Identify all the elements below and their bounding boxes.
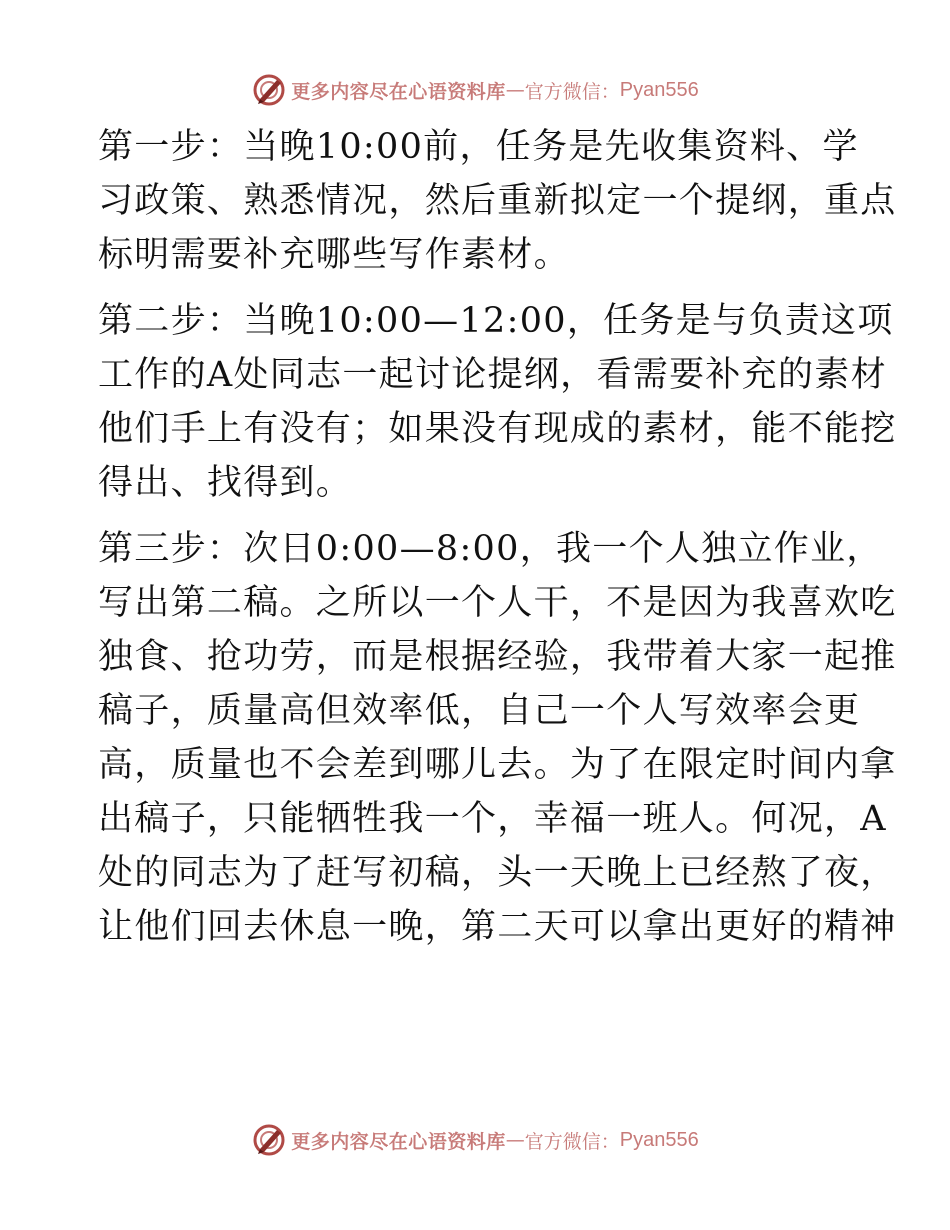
watermark-wechat-id: Pyan556 [619,1128,699,1151]
text-line: 独食、抢功劳，而是根据经验，我带着大家一起推 [98,637,897,677]
watermark-wechat-id: Pyan556 [619,78,699,101]
watermark-wechat-label: 官方微信： [524,80,620,103]
text-line: 第三步：次日0:00—8:00，我一个人独立作业， [98,529,883,569]
document-body [98,120,897,966]
text-line: 写出第二稿。之所以一个人干，不是因为我喜欢吃 [98,583,897,623]
text-line: 标明需要补充哪些写作素材。 [98,235,570,275]
pen-logo-icon [251,1122,287,1158]
text-line: 出稿子，只能牺牲我一个，幸福一班人。何况，A [98,799,887,839]
text-line: 得出、找得到。 [98,463,353,503]
text-line: 第一步：当晚10:00前，任务是先收集资料、学 [98,127,859,167]
footer-watermark [0,1120,950,1160]
text-line: 处的同志为了赶写初稿，头一天晚上已经熬了夜， [98,853,897,893]
paragraph-step-1 [98,120,897,282]
text-line: 他们手上有没有；如果没有现成的素材，能不能挖 [98,409,897,449]
text-line: 让他们回去休息一晚，第二天可以拿出更好的精神 [98,907,897,947]
pen-logo-icon [251,72,287,108]
watermark-separator: — [505,79,525,101]
watermark-text: 更多内容尽在心语资料库 [291,80,506,103]
text-line: 习政策、熟悉情况，然后重新拟定一个提纲，重点 [98,181,897,221]
watermark-text: 更多内容尽在心语资料库 [291,1130,506,1153]
text-line: 第二步：当晚10:00—12:00，任务是与负责这项 [98,301,894,341]
text-line: 工作的A处同志一起讨论提纲，看需要补充的素材 [98,355,887,395]
text-line: 稿子，质量高但效率低，自己一个人写效率会更 [98,691,861,731]
text-line: 高，质量也不会差到哪儿去。为了在限定时间内拿 [98,745,897,785]
paragraph-step-3 [98,522,897,954]
watermark-separator: — [505,1129,525,1151]
paragraph-step-2 [98,294,897,510]
header-watermark [0,70,950,110]
watermark-wechat-label: 官方微信： [524,1130,620,1153]
